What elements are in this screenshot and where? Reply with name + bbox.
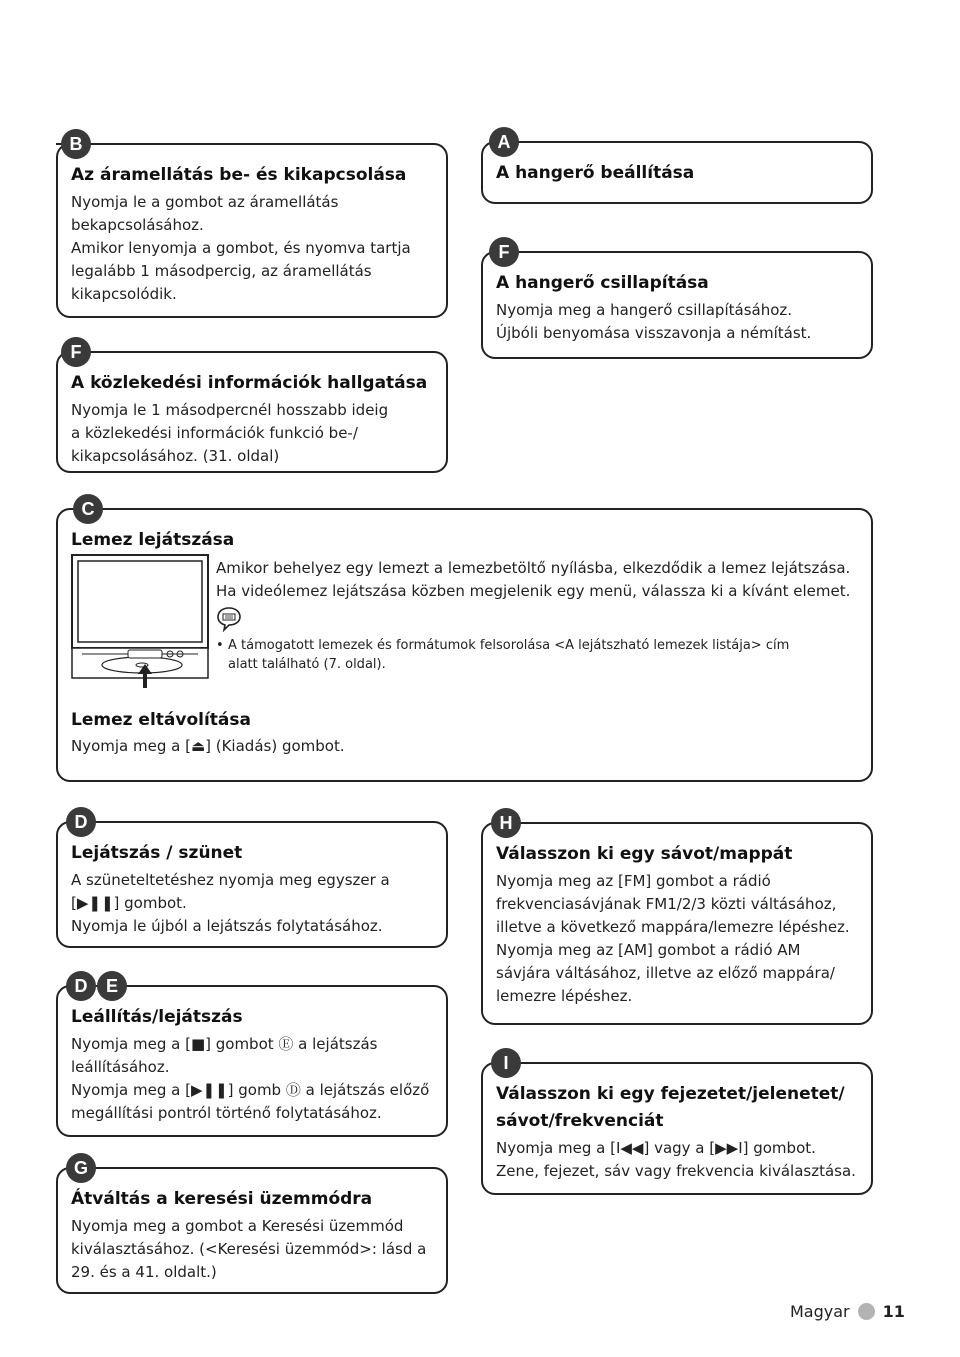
note-speech-icon (216, 606, 242, 632)
section-c-label: C (73, 494, 103, 524)
section-de-line: megállítási pontról történő folytatásához. (71, 1104, 382, 1122)
section-b-label: B (61, 129, 91, 159)
section-de-line: Nyomja meg a [■] gombot Ⓔ a lejátszás (71, 1035, 378, 1053)
section-f-right-title: A hangerő csillapítása (496, 273, 709, 293)
section-i-title-line-2: sávot/frekvenciát (496, 1111, 664, 1131)
section-c-note-bullet: • (216, 638, 224, 653)
section-c-line: Amikor behelyez egy lemezt a lemezbetöltő nyílásba, elkezdődik a lemez lejátszása. (216, 559, 851, 577)
section-f-left-label: F (61, 337, 91, 367)
footer-page-number: 11 (882, 1302, 905, 1321)
section-g-line: 29. és a 41. oldalt.) (71, 1263, 217, 1281)
section-f-left-line: a közlekedési információk funkció be-/ (71, 424, 358, 442)
section-f-left-line: Nyomja le 1 másodpercnél hosszabb ideig (71, 401, 389, 419)
section-a-title: A hangerő beállítása (496, 163, 695, 183)
section-de-line: Nyomja meg a [▶❚❚] gomb Ⓓ a lejátszás előző (71, 1081, 430, 1099)
section-f-right-line: Nyomja meg a hangerő csillapításához. (496, 301, 793, 319)
section-f-right-text (496, 299, 811, 345)
section-g-line: kiválasztásához. (<Keresési üzemmód>: lásd a (71, 1240, 427, 1258)
section-i-label: I (491, 1048, 521, 1078)
section-d-line: A szüneteltetéshez nyomja meg egyszer a (71, 871, 390, 889)
section-de-title: Leállítás/lejátszás (71, 1007, 243, 1027)
section-g-title: Átváltás a keresési üzemmódra (71, 1189, 373, 1209)
section-c-eject-text: Nyomja meg a [⏏] (Kiadás) gombot. (71, 737, 345, 755)
section-c-text (216, 557, 850, 603)
section-h-line: Nyomja meg az [FM] gombot a rádió (496, 872, 771, 890)
footer-dot-icon (858, 1303, 875, 1320)
section-b-line: kikapcsolódik. (71, 285, 177, 303)
section-f-left-text (71, 399, 388, 468)
section-c-line: Ha videólemez lejátszása közben megjelenik egy menü, válassza ki a kívánt elemet. (216, 582, 851, 600)
section-b-title: Az áramellátás be- és kikapcsolása (71, 165, 407, 185)
section-i-text (496, 1137, 856, 1183)
section-d-text (71, 869, 390, 938)
section-h-line: sávjára váltásához, illetve az előző mappára/ (496, 964, 835, 982)
section-b-line: Nyomja le a gombot az áramellátás (71, 193, 339, 211)
section-g-line: Nyomja meg a gombot a Keresési üzemmód (71, 1217, 404, 1235)
section-b-line: Amikor lenyomja a gombot, és nyomva tartja (71, 239, 411, 257)
footer-language: Magyar (790, 1302, 850, 1321)
section-de-text (71, 1033, 429, 1125)
section-h-line: lemezre lépéshez. (496, 987, 633, 1005)
page-footer (790, 1302, 905, 1321)
section-de-line: leállításához. (71, 1058, 170, 1076)
section-h-line: illetve a következő mappára/lemezre lépéshez. (496, 918, 850, 936)
section-b-line: bekapcsolásához. (71, 216, 204, 234)
section-h-line: frekvenciasávjának FM1/2/3 közti váltásához, (496, 895, 837, 913)
section-g-label: G (66, 1153, 96, 1183)
section-f-left-line: kikapcsolásához. (31. oldal) (71, 447, 280, 465)
section-de-label-e: E (97, 971, 127, 1001)
section-i-line: Nyomja meg a [I◀◀] vagy a [▶▶I] gombot. (496, 1139, 816, 1157)
section-f-left-title: A közlekedési információk hallgatása (71, 373, 428, 393)
section-d-title: Lejátszás / szünet (71, 843, 243, 863)
section-c-eject-title: Lemez eltávolítása (71, 710, 251, 730)
section-h-label: H (491, 808, 521, 838)
car-stereo-disc-slot-illustration (70, 552, 210, 692)
section-g-text (71, 1215, 426, 1284)
section-h-text (496, 870, 850, 1008)
section-i-line: Zene, fejezet, sáv vagy frekvencia kiválasztása. (496, 1162, 856, 1180)
section-b-line: legalább 1 másodpercig, az áramellátás (71, 262, 372, 280)
section-c-note: A támogatott lemezek és formátumok felsorolása <A lejátszható lemezek listája> cím alatt található (7. oldal). (228, 638, 790, 672)
section-d-line: [▶❚❚] gombot. (71, 894, 187, 912)
section-a-label: A (489, 127, 519, 157)
section-h-title: Válasszon ki egy sávot/mappát (496, 844, 793, 864)
section-d-line: Nyomja le újból a lejátszás folytatásához. (71, 917, 383, 935)
section-f-right-line: Újbóli benyomása visszavonja a némítást. (496, 324, 812, 342)
section-i-title-line-1: Válasszon ki egy fejezetet/jelenetet/ (496, 1084, 845, 1104)
section-h-line: Nyomja meg az [AM] gombot a rádió AM (496, 941, 801, 959)
section-d-label: D (66, 807, 96, 837)
section-b-text (71, 191, 411, 306)
section-f-right-label: F (489, 237, 519, 267)
section-c-title: Lemez lejátszása (71, 530, 235, 550)
section-de-label-d: D (66, 971, 96, 1001)
